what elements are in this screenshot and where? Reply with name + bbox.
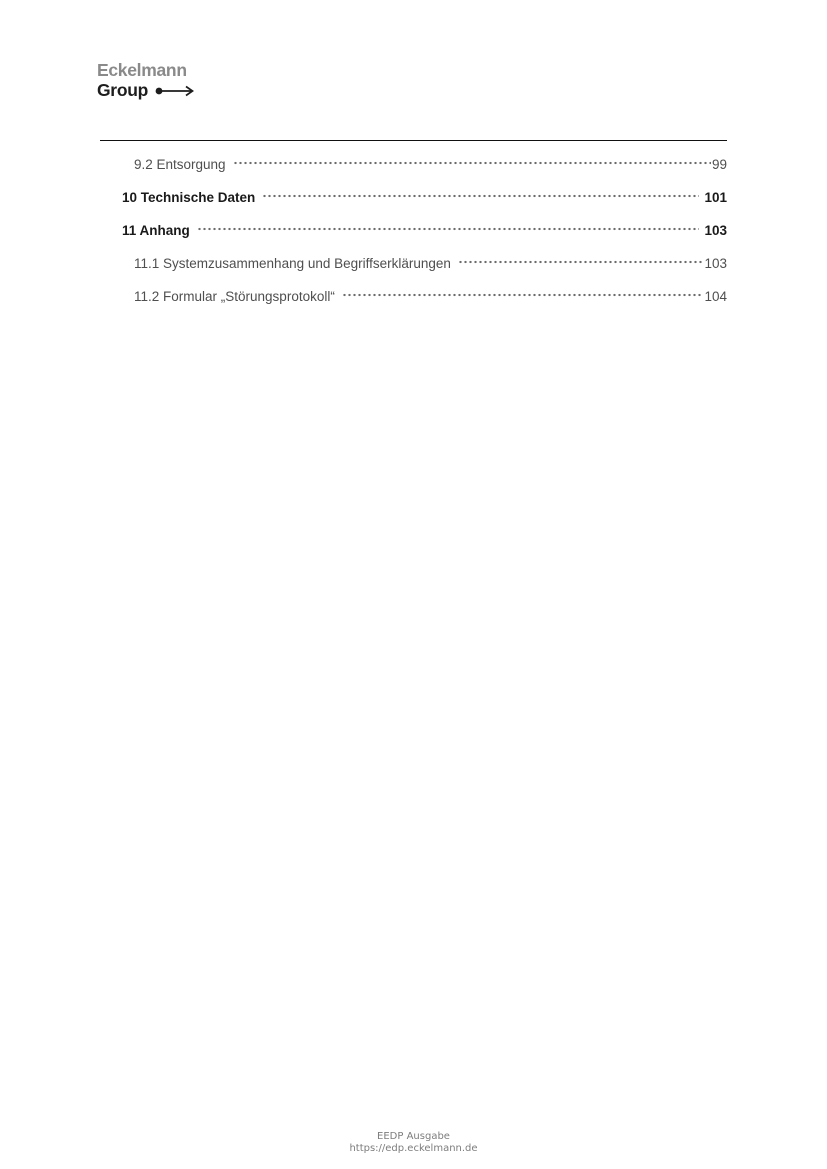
toc-entry-label: 11 Anhang xyxy=(122,223,190,238)
toc-entry-page: 103 xyxy=(704,223,727,238)
header-divider xyxy=(100,140,727,141)
toc-leader-dots xyxy=(457,256,704,268)
toc-entry-label: 9.2 Entsorgung xyxy=(134,157,226,172)
toc-entry[interactable] xyxy=(100,279,727,312)
company-logo xyxy=(97,61,195,101)
toc-entry-page: 104 xyxy=(704,289,727,304)
page-footer xyxy=(0,1131,827,1154)
toc-leader-dots xyxy=(196,223,700,235)
toc-entry-page: 101 xyxy=(704,190,727,205)
toc-entry-page: 103 xyxy=(704,256,727,271)
logo-text-group: Group xyxy=(97,80,148,100)
toc-leader-dots xyxy=(341,289,704,301)
toc-entry-label: 10 Technische Daten xyxy=(122,190,256,205)
logo-text-eckelmann: Eckelmann xyxy=(97,60,187,80)
toc-leader-dots xyxy=(261,190,699,202)
toc-entry-label: 11.2 Formular „Störungsprotokoll“ xyxy=(134,289,335,304)
toc-leader-dots xyxy=(232,157,711,169)
footer-edition-label: EEDP Ausgabe xyxy=(377,1131,450,1142)
toc-entry[interactable] xyxy=(100,246,727,279)
toc-entry[interactable] xyxy=(100,147,727,180)
toc-entry[interactable] xyxy=(100,180,727,213)
footer-url[interactable]: https://edp.eckelmann.de xyxy=(349,1142,478,1154)
dot-long-arrow-right-icon xyxy=(155,82,195,101)
toc-entry-label: 11.1 Systemzusammenhang und Begriffserklärungen xyxy=(134,256,451,271)
toc-list xyxy=(100,147,727,312)
toc-entry-page: 99 xyxy=(711,157,727,172)
toc-entry[interactable] xyxy=(100,213,727,246)
